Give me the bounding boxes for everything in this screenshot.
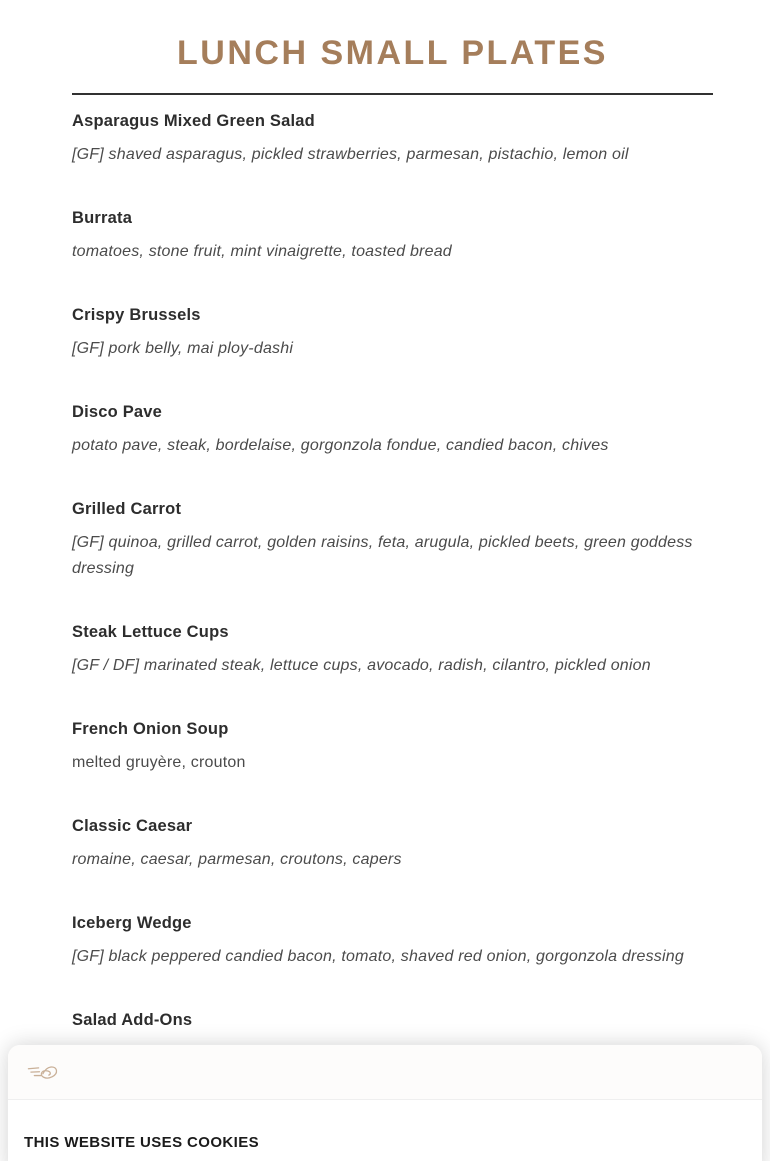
menu-item [72, 620, 713, 679]
cookie-banner-heading: THIS WEBSITE USES COOKIES [24, 1134, 260, 1151]
menu-item-description: [GF] black peppered candied bacon, tomato, shaved red onion, gorgonzola dressing [72, 948, 684, 965]
menu-item-name: Steak Lettuce Cups [72, 623, 229, 641]
menu-item-name: Crispy Brussels [72, 306, 201, 324]
menu-item-description: [GF] pork belly, mai ploy-dashi [72, 340, 294, 357]
cookie-banner-header [8, 1045, 762, 1100]
menu-item [72, 1008, 713, 1032]
menu-items-list [72, 109, 713, 1032]
cookie-consent-banner [8, 1045, 762, 1161]
menu-section [72, 31, 713, 1032]
menu-item-description: romaine, caesar, parmesan, croutons, capers [72, 851, 402, 868]
menu-item [72, 497, 713, 582]
title-divider [72, 93, 713, 95]
menu-item-name: Classic Caesar [72, 817, 193, 835]
cookie-banner-body [8, 1100, 762, 1151]
menu-item-name: Salad Add-Ons [72, 1011, 193, 1029]
menu-item-description: melted gruyère, crouton [72, 754, 246, 771]
menu-item-name: Disco Pave [72, 403, 163, 421]
menu-item-description: potato pave, steak, bordelaise, gorgonzola fondue, candied bacon, chives [72, 437, 609, 454]
menu-item-name: Grilled Carrot [72, 500, 182, 518]
menu-item-description: tomatoes, stone fruit, mint vinaigrette, toasted bread [72, 243, 452, 260]
menu-item-name: Asparagus Mixed Green Salad [72, 112, 315, 130]
menu-item [72, 206, 713, 265]
menu-item-description: [GF] quinoa, grilled carrot, golden raisins, feta, arugula, pickled beets, green goddess dressing [72, 534, 693, 577]
menu-item-name: Burrata [72, 209, 133, 227]
brand-swirl-logo-icon [25, 1060, 59, 1091]
menu-item [72, 303, 713, 362]
menu-item [72, 109, 713, 168]
menu-item-description: [GF / DF] marinated steak, lettuce cups, avocado, radish, cilantro, pickled onion [72, 657, 651, 674]
menu-item [72, 400, 713, 459]
page-title: LUNCH SMALL PLATES [177, 34, 608, 72]
menu-item-name: Iceberg Wedge [72, 914, 192, 932]
menu-item [72, 911, 713, 970]
menu-item [72, 814, 713, 873]
menu-item-name: French Onion Soup [72, 720, 229, 738]
menu-item-description: [GF] shaved asparagus, pickled strawberries, parmesan, pistachio, lemon oil [72, 146, 629, 163]
menu-item [72, 717, 713, 776]
